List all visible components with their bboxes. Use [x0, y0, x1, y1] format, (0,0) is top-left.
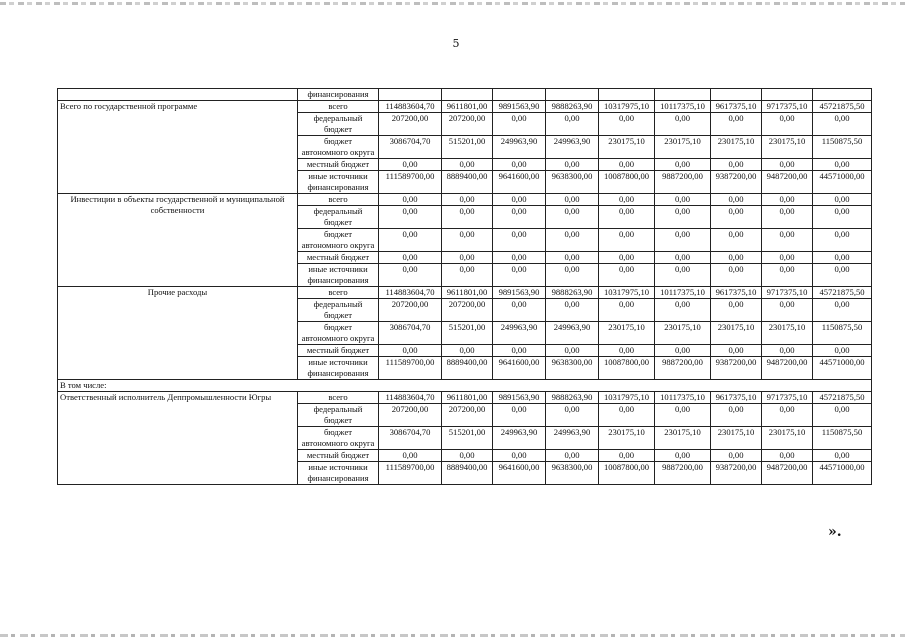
value-cell: 0,00 — [546, 206, 599, 229]
value-cell: 0,00 — [546, 450, 599, 462]
section-title-cell: Прочие расходы — [58, 287, 298, 380]
value-cell: 0,00 — [599, 299, 655, 322]
value-cell: 0,00 — [711, 450, 762, 462]
table-row — [58, 194, 872, 206]
value-cell: 230175,10 — [711, 322, 762, 345]
value-cell: 515201,00 — [442, 136, 493, 159]
value-cell: 249963,90 — [493, 322, 546, 345]
value-cell: 0,00 — [493, 252, 546, 264]
value-cell: 0,00 — [655, 299, 711, 322]
value-cell: 44571000,00 — [813, 171, 872, 194]
value-cell: 9611801,00 — [442, 101, 493, 113]
value-cell: 44571000,00 — [813, 357, 872, 380]
value-cell: 249963,90 — [493, 136, 546, 159]
value-cell: 10317975,10 — [599, 287, 655, 299]
value-cell: 0,00 — [762, 159, 813, 171]
value-cell: 0,00 — [379, 264, 442, 287]
value-cell: 0,00 — [493, 345, 546, 357]
value-cell: 0,00 — [493, 159, 546, 171]
value-cell: 0,00 — [546, 252, 599, 264]
value-cell: 9891563,90 — [493, 392, 546, 404]
value-cell: 0,00 — [655, 159, 711, 171]
value-cell: 0,00 — [655, 206, 711, 229]
value-cell: 1150875,50 — [813, 427, 872, 450]
value-cell: 8889400,00 — [442, 171, 493, 194]
value-cell: 1150875,50 — [813, 322, 872, 345]
value-cell: 0,00 — [762, 229, 813, 252]
value-cell: 207200,00 — [379, 404, 442, 427]
value-cell: 230175,10 — [711, 136, 762, 159]
source-cell: бюджет автономного округа — [298, 427, 379, 450]
value-cell: 0,00 — [711, 113, 762, 136]
value-cell: 0,00 — [762, 194, 813, 206]
value-cell: 0,00 — [655, 404, 711, 427]
source-cell: федеральный бюджет — [298, 404, 379, 427]
source-cell: иные источники финансирования — [298, 357, 379, 380]
value-cell: 0,00 — [599, 450, 655, 462]
value-cell: 44571000,00 — [813, 462, 872, 485]
value-cell: 0,00 — [813, 194, 872, 206]
value-cell: 249963,90 — [493, 427, 546, 450]
value-cell: 230175,10 — [599, 136, 655, 159]
source-cell: всего — [298, 392, 379, 404]
source-cell: иные источники финансирования — [298, 264, 379, 287]
value-cell: 0,00 — [493, 194, 546, 206]
value-cell: 0,00 — [813, 113, 872, 136]
value-cell: 0,00 — [379, 229, 442, 252]
value-cell: 8889400,00 — [442, 462, 493, 485]
source-cell: федеральный бюджет — [298, 299, 379, 322]
value-cell: 0,00 — [379, 450, 442, 462]
value-cell: 0,00 — [546, 264, 599, 287]
value-cell-empty — [813, 89, 872, 101]
value-cell: 0,00 — [546, 345, 599, 357]
value-cell: 45721875,50 — [813, 287, 872, 299]
value-cell: 10087800,00 — [599, 171, 655, 194]
table-row — [58, 101, 872, 113]
value-cell: 9617375,10 — [711, 101, 762, 113]
value-cell: 0,00 — [442, 206, 493, 229]
value-cell: 0,00 — [762, 206, 813, 229]
value-cell: 9641600,00 — [493, 171, 546, 194]
value-cell: 10117375,10 — [655, 392, 711, 404]
value-cell: 9891563,90 — [493, 287, 546, 299]
value-cell: 9617375,10 — [711, 392, 762, 404]
value-cell: 9638300,00 — [546, 357, 599, 380]
value-cell: 3086704,70 — [379, 322, 442, 345]
value-cell: 0,00 — [655, 113, 711, 136]
value-cell: 9888263,90 — [546, 287, 599, 299]
value-cell: 9641600,00 — [493, 462, 546, 485]
value-cell: 0,00 — [711, 194, 762, 206]
source-cell: финансирования — [298, 89, 379, 101]
value-cell: 0,00 — [711, 206, 762, 229]
value-cell: 0,00 — [599, 229, 655, 252]
value-cell: 0,00 — [599, 159, 655, 171]
value-cell: 9487200,00 — [762, 357, 813, 380]
page-number: 5 — [452, 37, 460, 50]
value-cell: 0,00 — [655, 252, 711, 264]
value-cell: 0,00 — [711, 345, 762, 357]
value-cell: 9717375,10 — [762, 392, 813, 404]
value-cell: 0,00 — [379, 206, 442, 229]
value-cell: 9717375,10 — [762, 101, 813, 113]
value-cell: 0,00 — [599, 252, 655, 264]
value-cell: 0,00 — [442, 252, 493, 264]
value-cell: 0,00 — [493, 404, 546, 427]
value-cell: 0,00 — [762, 345, 813, 357]
value-cell: 0,00 — [762, 404, 813, 427]
subheading-cell: В том числе: — [58, 380, 872, 392]
value-cell-empty — [762, 89, 813, 101]
source-cell: бюджет автономного округа — [298, 322, 379, 345]
value-cell: 0,00 — [762, 113, 813, 136]
value-cell: 0,00 — [546, 194, 599, 206]
value-cell-empty — [655, 89, 711, 101]
value-cell: 0,00 — [546, 113, 599, 136]
value-cell: 9717375,10 — [762, 287, 813, 299]
value-cell: 0,00 — [599, 206, 655, 229]
value-cell: 515201,00 — [442, 427, 493, 450]
value-cell: 111589700,00 — [379, 462, 442, 485]
value-cell-empty — [599, 89, 655, 101]
value-cell: 0,00 — [813, 450, 872, 462]
value-cell: 0,00 — [546, 404, 599, 427]
value-cell: 9641600,00 — [493, 357, 546, 380]
value-cell: 111589700,00 — [379, 171, 442, 194]
value-cell: 9887200,00 — [655, 171, 711, 194]
source-cell: бюджет автономного округа — [298, 229, 379, 252]
value-cell: 0,00 — [442, 450, 493, 462]
value-cell: 0,00 — [442, 345, 493, 357]
value-cell: 0,00 — [379, 194, 442, 206]
value-cell: 0,00 — [493, 206, 546, 229]
value-cell: 0,00 — [493, 299, 546, 322]
value-cell: 0,00 — [379, 345, 442, 357]
table-row — [58, 392, 872, 404]
value-cell: 10317975,10 — [599, 392, 655, 404]
value-cell: 9387200,00 — [711, 462, 762, 485]
value-cell: 9887200,00 — [655, 357, 711, 380]
value-cell: 8889400,00 — [442, 357, 493, 380]
value-cell: 114883604,70 — [379, 392, 442, 404]
value-cell: 9888263,90 — [546, 101, 599, 113]
source-cell: иные источники финансирования — [298, 462, 379, 485]
value-cell: 3086704,70 — [379, 427, 442, 450]
value-cell: 9638300,00 — [546, 462, 599, 485]
value-cell: 111589700,00 — [379, 357, 442, 380]
value-cell: 9487200,00 — [762, 171, 813, 194]
value-cell: 0,00 — [442, 194, 493, 206]
value-cell: 10117375,10 — [655, 287, 711, 299]
value-cell: 0,00 — [546, 159, 599, 171]
value-cell: 249963,90 — [546, 427, 599, 450]
value-cell: 0,00 — [655, 194, 711, 206]
value-cell: 230175,10 — [655, 136, 711, 159]
value-cell: 0,00 — [711, 299, 762, 322]
value-cell: 9387200,00 — [711, 171, 762, 194]
value-cell: 45721875,50 — [813, 392, 872, 404]
value-cell: 114883604,70 — [379, 287, 442, 299]
value-cell: 0,00 — [599, 194, 655, 206]
value-cell: 1150875,50 — [813, 136, 872, 159]
value-cell: 515201,00 — [442, 322, 493, 345]
value-cell: 0,00 — [442, 159, 493, 171]
value-cell: 0,00 — [711, 404, 762, 427]
value-cell: 0,00 — [442, 229, 493, 252]
value-cell: 207200,00 — [442, 404, 493, 427]
value-cell: 9638300,00 — [546, 171, 599, 194]
value-cell: 0,00 — [493, 113, 546, 136]
value-cell: 0,00 — [493, 264, 546, 287]
source-cell: иные источники финансирования — [298, 171, 379, 194]
value-cell: 0,00 — [655, 345, 711, 357]
value-cell: 9887200,00 — [655, 462, 711, 485]
value-cell: 0,00 — [379, 252, 442, 264]
table-row-top-continuation — [58, 89, 872, 101]
value-cell: 0,00 — [711, 264, 762, 287]
value-cell: 0,00 — [599, 404, 655, 427]
value-cell-empty — [493, 89, 546, 101]
value-cell: 0,00 — [813, 345, 872, 357]
source-cell: местный бюджет — [298, 252, 379, 264]
value-cell: 207200,00 — [442, 113, 493, 136]
value-cell: 230175,10 — [762, 136, 813, 159]
source-cell: федеральный бюджет — [298, 113, 379, 136]
value-cell: 249963,90 — [546, 322, 599, 345]
value-cell: 0,00 — [762, 264, 813, 287]
source-cell: местный бюджет — [298, 450, 379, 462]
value-cell: 0,00 — [493, 229, 546, 252]
closing-quote-mark: ». — [828, 524, 842, 540]
value-cell: 0,00 — [655, 450, 711, 462]
value-cell: 9487200,00 — [762, 462, 813, 485]
value-cell: 10117375,10 — [655, 101, 711, 113]
value-cell: 0,00 — [813, 229, 872, 252]
value-cell: 0,00 — [711, 229, 762, 252]
value-cell: 114883604,70 — [379, 101, 442, 113]
value-cell: 230175,10 — [762, 322, 813, 345]
value-cell: 0,00 — [599, 264, 655, 287]
source-cell: всего — [298, 287, 379, 299]
name-cell-empty — [58, 89, 298, 101]
value-cell: 0,00 — [599, 113, 655, 136]
table-row-subheading — [58, 380, 872, 392]
value-cell: 230175,10 — [762, 427, 813, 450]
value-cell: 45721875,50 — [813, 101, 872, 113]
value-cell: 0,00 — [599, 345, 655, 357]
value-cell-empty — [379, 89, 442, 101]
value-cell: 0,00 — [379, 159, 442, 171]
value-cell-empty — [546, 89, 599, 101]
value-cell: 0,00 — [762, 252, 813, 264]
value-cell: 9611801,00 — [442, 287, 493, 299]
value-cell: 230175,10 — [711, 427, 762, 450]
source-cell: всего — [298, 194, 379, 206]
value-cell: 249963,90 — [546, 136, 599, 159]
value-cell: 230175,10 — [599, 427, 655, 450]
value-cell: 0,00 — [762, 450, 813, 462]
scan-edge-bottom — [0, 634, 905, 637]
value-cell: 0,00 — [655, 229, 711, 252]
value-cell: 207200,00 — [379, 113, 442, 136]
table-row — [58, 287, 872, 299]
value-cell: 0,00 — [813, 206, 872, 229]
value-cell: 230175,10 — [655, 322, 711, 345]
value-cell: 0,00 — [813, 264, 872, 287]
value-cell: 10087800,00 — [599, 462, 655, 485]
value-cell: 0,00 — [762, 299, 813, 322]
source-cell: местный бюджет — [298, 345, 379, 357]
value-cell: 207200,00 — [442, 299, 493, 322]
value-cell-empty — [442, 89, 493, 101]
source-cell: местный бюджет — [298, 159, 379, 171]
source-cell: бюджет автономного округа — [298, 136, 379, 159]
section-title-cell: Ответственный исполнитель Деппромышленности Югры — [58, 392, 298, 485]
value-cell: 0,00 — [813, 252, 872, 264]
value-cell: 0,00 — [655, 264, 711, 287]
value-cell-empty — [711, 89, 762, 101]
value-cell: 0,00 — [711, 252, 762, 264]
value-cell: 9617375,10 — [711, 287, 762, 299]
budget-table — [57, 88, 872, 485]
scan-edge-top — [0, 2, 905, 5]
value-cell: 0,00 — [711, 159, 762, 171]
value-cell: 230175,10 — [599, 322, 655, 345]
value-cell: 0,00 — [546, 229, 599, 252]
section-title-cell: Всего по государственной программе — [58, 101, 298, 194]
value-cell: 9611801,00 — [442, 392, 493, 404]
section-title-cell: Инвестиции в объекты государственной и муниципальной собственности — [58, 194, 298, 287]
value-cell: 0,00 — [813, 159, 872, 171]
value-cell: 0,00 — [493, 450, 546, 462]
value-cell: 9888263,90 — [546, 392, 599, 404]
value-cell: 3086704,70 — [379, 136, 442, 159]
value-cell: 207200,00 — [379, 299, 442, 322]
value-cell: 10087800,00 — [599, 357, 655, 380]
table-body — [58, 89, 872, 485]
value-cell: 9891563,90 — [493, 101, 546, 113]
value-cell: 9387200,00 — [711, 357, 762, 380]
value-cell: 0,00 — [546, 299, 599, 322]
value-cell: 0,00 — [442, 264, 493, 287]
value-cell: 0,00 — [813, 404, 872, 427]
source-cell: федеральный бюджет — [298, 206, 379, 229]
value-cell: 0,00 — [813, 299, 872, 322]
value-cell: 230175,10 — [655, 427, 711, 450]
source-cell: всего — [298, 101, 379, 113]
value-cell: 10317975,10 — [599, 101, 655, 113]
